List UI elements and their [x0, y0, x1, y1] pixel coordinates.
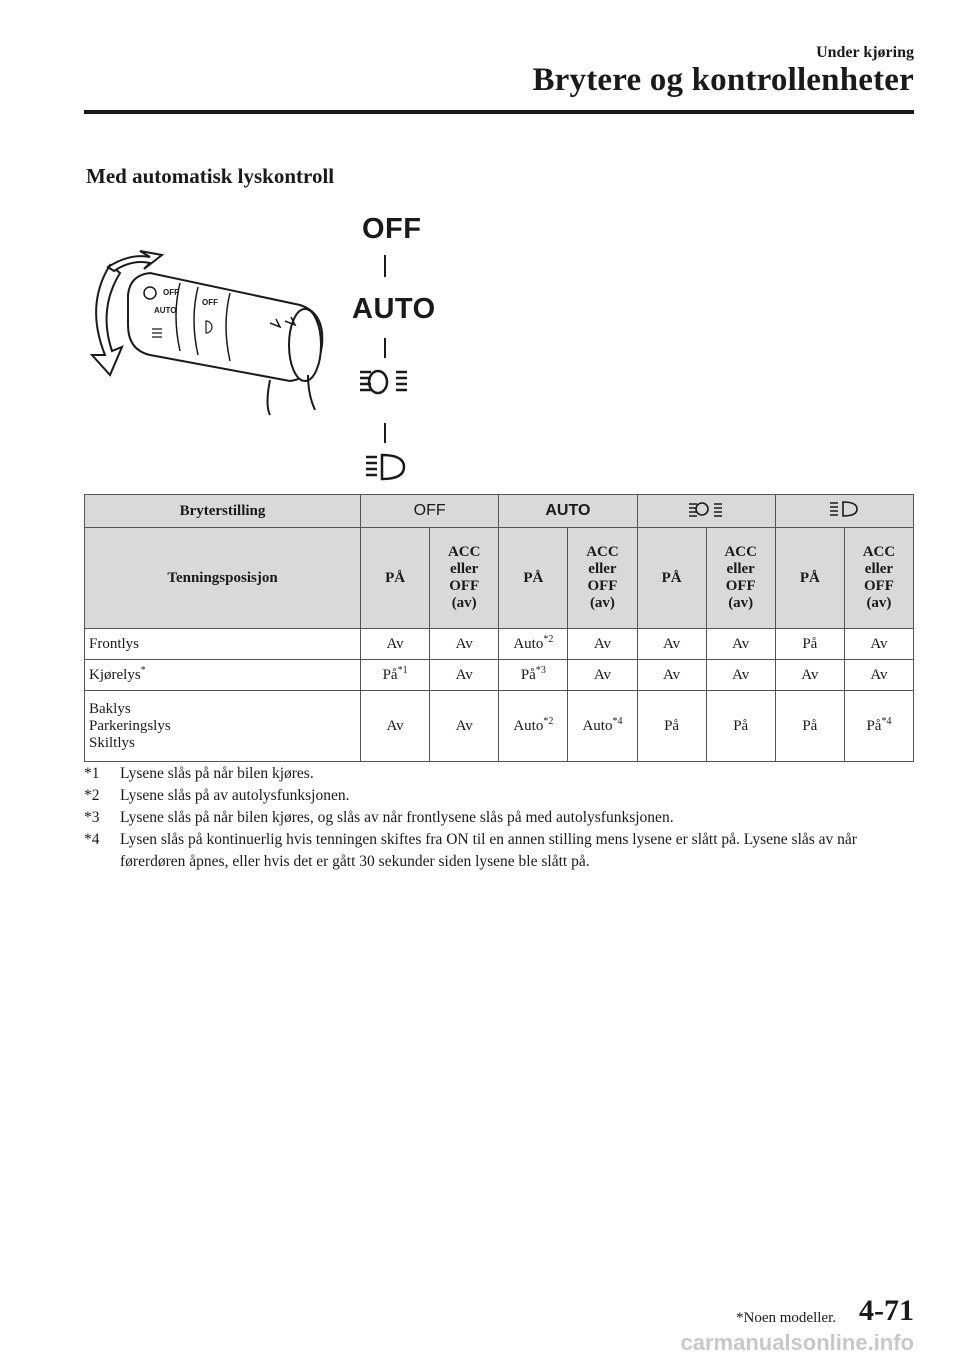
row-label — [85, 629, 361, 660]
parking-light-icon — [360, 371, 407, 393]
status-cell: Auto$^{*2}$ — [499, 691, 568, 762]
ignition-cell: PÅ — [775, 528, 844, 629]
footnote-item — [84, 829, 920, 873]
ignition-line: eller — [450, 561, 479, 577]
ignition-line: OFF — [725, 578, 756, 594]
stalk-base-line-2 — [308, 375, 315, 410]
page-number: 4-71 — [859, 1294, 914, 1327]
ignition-line: OFF — [449, 578, 480, 594]
footnote-text: Lysene slås på når bilen kjøres. — [120, 765, 314, 782]
parking-light-icon — [688, 501, 724, 517]
footnote-text: Lysene slås på av autolysfunksjonen. — [120, 787, 350, 804]
switch-parking-header — [637, 495, 775, 528]
footnote-item — [84, 785, 920, 807]
status-cell: Av — [706, 629, 775, 660]
position-off-label: OFF — [362, 213, 422, 245]
light-status-table — [84, 494, 914, 762]
status-cell: $På^{*3}$ — [499, 660, 568, 691]
footnote-mark: *4 — [84, 831, 100, 848]
rotate-arrow-icon — [92, 265, 122, 375]
row-label-line: Kjørelys* — [89, 664, 146, 683]
ignition-line: (av) — [866, 595, 892, 611]
position-auto-label: AUTO — [352, 293, 436, 325]
status-cell: Av — [430, 660, 499, 691]
status-cell: Auto$^{*2}$ — [499, 629, 568, 660]
light-switch-illustration — [80, 205, 440, 485]
switch-auto-header: AUTO — [499, 495, 637, 528]
headlight-icon — [829, 501, 859, 517]
row-label-line: Parkeringslys — [89, 717, 171, 734]
footnote-item — [84, 763, 920, 785]
chapter-title: Brytere og kontrollenheter — [532, 62, 914, 98]
ignition-line: ACC — [586, 544, 619, 560]
ignition-line: OFF — [863, 578, 894, 594]
footer-note: *Noen modeller. — [736, 1310, 836, 1326]
headlight-icon — [366, 455, 404, 479]
ignition-cell: PÅ — [361, 528, 430, 629]
ignition-line: (av) — [589, 595, 615, 611]
row-label-line: Frontlys — [89, 635, 140, 652]
status-cell: På — [637, 691, 706, 762]
light-switch-stalk-drawing — [80, 205, 440, 485]
status-cell: $På^{*4}$ — [844, 691, 913, 762]
status-cell: Av — [775, 660, 844, 691]
ignition-line: eller — [588, 561, 617, 577]
row-label — [85, 660, 361, 691]
status-cell: Av — [361, 629, 430, 660]
stalk-label-auto: AUTO — [154, 306, 177, 315]
watermark: carmanualsonline.info — [680, 1330, 914, 1355]
status-cell: Av — [844, 660, 913, 691]
status-cell: Av — [706, 660, 775, 691]
stalk-end-cap — [289, 309, 321, 381]
row-label-line: Skiltlys — [89, 734, 135, 751]
ignition-line: (av) — [451, 595, 477, 611]
row-label — [85, 691, 361, 762]
rotate-arrow-head-icon — [108, 251, 162, 271]
ignition-cell: PÅ — [499, 528, 568, 629]
ignition-cell — [430, 528, 499, 629]
table-row — [85, 629, 914, 660]
ignition-line: ACC — [724, 544, 757, 560]
switch-position-header: Bryterstilling — [85, 495, 361, 528]
ignition-header: Tenningsposisjon — [85, 528, 361, 629]
chapter-subtitle: Under kjøring — [816, 44, 914, 61]
ignition-line: eller — [864, 561, 894, 577]
table-row — [85, 691, 914, 762]
status-cell: Av — [361, 691, 430, 762]
status-cell: Auto$^{*4}$ — [568, 691, 637, 762]
status-cell: På — [706, 691, 775, 762]
status-cell: $På^{*1}$ — [361, 660, 430, 691]
footnotes — [84, 763, 920, 873]
status-cell: Av — [844, 629, 913, 660]
ignition-cell: PÅ — [637, 528, 706, 629]
switch-headlight-header — [775, 495, 913, 528]
status-cell: Av — [568, 629, 637, 660]
footnote-mark: *3 — [84, 809, 100, 826]
status-cell: Av — [430, 629, 499, 660]
footnote-item — [84, 807, 920, 829]
status-cell: Av — [637, 629, 706, 660]
switch-off-header: OFF — [361, 495, 499, 528]
footnote-mark: *1 — [84, 765, 100, 782]
footnote-mark: *2 — [84, 787, 100, 804]
ignition-cell — [844, 528, 913, 629]
stalk-base-line-1 — [268, 380, 271, 415]
stalk-label-off-1: OFF — [163, 288, 179, 297]
ignition-line: OFF — [587, 578, 618, 594]
status-cell: På — [775, 629, 844, 660]
row-label-line: Baklys — [89, 700, 131, 717]
ignition-line: ACC — [862, 544, 896, 560]
ignition-line: eller — [726, 561, 755, 577]
status-cell: Av — [637, 660, 706, 691]
section-title: Med automatisk lyskontroll — [86, 164, 335, 188]
status-cell: Av — [568, 660, 637, 691]
stalk-label-off-2: OFF — [202, 298, 218, 307]
status-cell: Av — [430, 691, 499, 762]
table-row — [85, 660, 914, 691]
status-cell: På — [775, 691, 844, 762]
ignition-cell — [706, 528, 775, 629]
footnote-text: Lysen slås på kontinuerlig hvis tenningen skiftes fra ON til en annen stilling mens lysene er slått på. Lysene slås av når førerdøren åpnes, eller hvis det er gått 30 sekunder siden lysene ble slått på. — [120, 831, 857, 870]
ignition-line: ACC — [447, 544, 481, 560]
table-row-ignition — [85, 528, 914, 629]
table-row-switch-position — [85, 495, 914, 528]
ignition-line: (av) — [728, 595, 754, 611]
footnote-text: Lysene slås på når bilen kjøres, og slås av når frontlysene slås på med autolysfunksjonen. — [120, 809, 674, 826]
ignition-cell — [568, 528, 637, 629]
header-divider — [84, 110, 914, 114]
